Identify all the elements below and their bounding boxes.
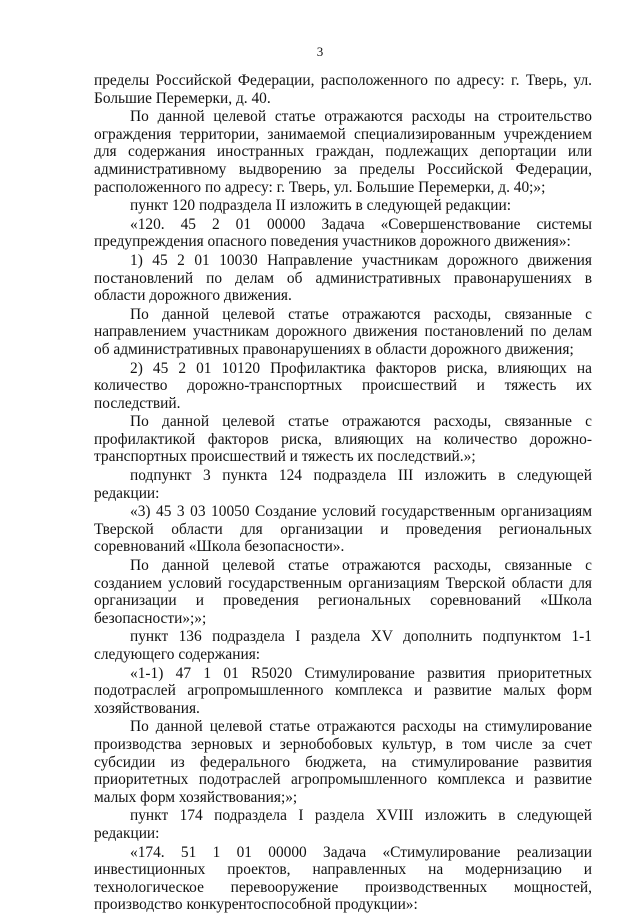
paragraph: По данной целевой статье отражаются расходы, связанные с профилактикой факторов риска, влияющих на количество дорожно-транспортных происшествий и тяжесть их последствий.»;: [94, 413, 592, 466]
paragraph: По данной целевой статье отражаются расходы, связанные с созданием условий государственным организациям Тверской области для организации и проведения региональных соревнований «Школа безопасности»;»;: [94, 557, 592, 627]
paragraph: 1) 45 2 01 10030 Направление участникам дорожного движения постановлений по делам об административных правонарушениях в области дорожного движения.: [94, 251, 592, 305]
paragraph: пункт 136 подраздела I раздела XV дополнить подпунктом 1-1 следующего содержания:: [94, 628, 592, 663]
paragraph: По данной целевой статье отражаются расходы на строительство ограждения территории, занимаемой специализированным учреждением для содержания иностранных граждан, подлежащих депортации или административному выдворению за пределы Российской Федерации, расположенного по адресу: г. Тверь, ул. Большие Перемерки, д. 40;»;: [94, 108, 592, 196]
paragraph: «174. 51 1 01 00000 Задача «Стимулирование реализации инвестиционных проектов, направленных на модернизацию и технологическое перевооружение производственных мощностей, производство конкурентоспособной продукции»:: [94, 843, 592, 914]
paragraph: «3) 45 3 03 10050 Создание условий государственным организациям Тверской области для организации и проведения региональных соревнований «Школа безопасности».: [94, 503, 592, 556]
paragraph: 2) 45 2 01 10120 Профилактика факторов риска, влияющих на количество дорожно-транспортных происшествий и тяжесть их последствий.: [94, 359, 592, 412]
paragraph: По данной целевой статье отражаются расходы, связанные с направлением участникам дорожного движения постановлений по делам об административных правонарушениях в области дорожного движения;: [94, 305, 592, 358]
document-body: [94, 72, 592, 914]
paragraph: «120. 45 2 01 00000 Задача «Совершенствование системы предупреждения опасного поведения участников дорожного движения»:: [94, 215, 592, 251]
paragraph: По данной целевой статье отражаются расходы на стимулирование производства зерновых и зернобобовых культур, в том числе за счет субсидии из федерального бюджета, на стимулирование развития приоритетных подотраслей агропромышленного комплекса и развитие малых форм хозяйствования;»;: [94, 718, 592, 806]
paragraph: подпункт 3 пункта 124 подраздела III изложить в следующей редакции:: [94, 467, 592, 502]
paragraph: пункт 120 подраздела II изложить в следующей редакции:: [130, 197, 511, 215]
paragraph: пределы Российской Федерации, расположенного по адресу: г. Тверь, ул. Большие Перемерки, д. 40.: [94, 72, 592, 107]
page-number: 3: [316, 44, 324, 59]
paragraph: «1-1) 47 1 01 R5020 Стимулирование развития приоритетных подотраслей агропромышленного комплекса и развитие малых форм хозяйствования.: [94, 664, 592, 717]
paragraph: пункт 174 подраздела I раздела XVIII изложить в следующей редакции:: [94, 807, 592, 842]
